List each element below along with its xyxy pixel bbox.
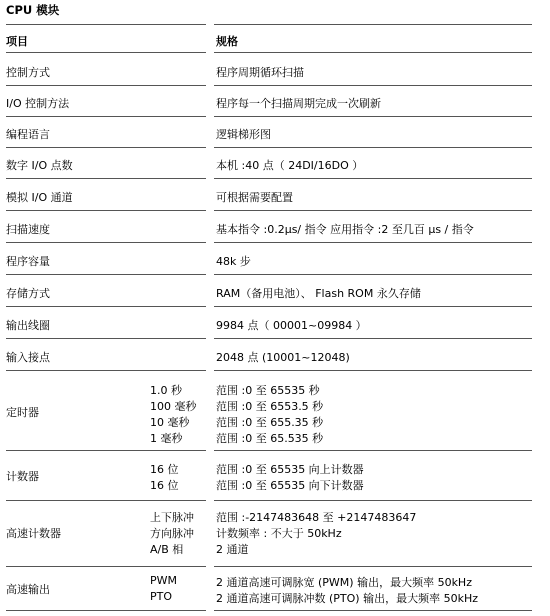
hs-output-spec: 2 通道高速可调脉冲数 (PTO) 输出，最大频率 50kHz — [216, 592, 478, 605]
row-spec: 程序周期循环扫描 — [216, 66, 304, 79]
page-title: CPU 模块 — [6, 3, 60, 17]
row-item: 程序容量 — [6, 255, 50, 268]
hs-counter-item: 高速计数器 — [6, 527, 61, 540]
row-item: 模拟 I/O 通道 — [6, 191, 73, 204]
row-spec: 本机 :40 点（ 24DI/16DO ） — [216, 159, 364, 172]
hs-counter-sub: 上下脉冲 — [150, 511, 194, 524]
hs-counter-sub: A/B 相 — [150, 543, 184, 556]
hs-output-sub: PTO — [150, 590, 173, 603]
timer-spec: 范围 :0 至 655.35 秒 — [216, 416, 324, 429]
row-item: 数字 I/O 点数 — [6, 159, 73, 172]
timer-item: 定时器 — [6, 406, 39, 419]
row-item: 控制方式 — [6, 66, 50, 79]
hs-output-spec: 2 通道高速可调脉宽 (PWM) 输出，最大频率 50kHz — [216, 576, 472, 589]
row-item: 编程语言 — [6, 128, 50, 141]
row-spec: 程序每一个扫描周期完成一次刷新 — [216, 97, 381, 110]
hs-counter-spec: 计数频率 : 不大于 50kHz — [216, 527, 342, 540]
hs-counter-spec: 2 通道 — [216, 543, 249, 556]
row-item: 输出线圈 — [6, 319, 50, 332]
row-spec: 2048 点 (10001~12048) — [216, 351, 350, 364]
timer-spec: 范围 :0 至 6553.5 秒 — [216, 400, 324, 413]
counter-sub: 16 位 — [150, 479, 179, 492]
row-spec: 逻辑梯形图 — [216, 128, 271, 141]
row-spec: RAM（备用电池）、 Flash ROM 永久存储 — [216, 287, 421, 300]
timer-sub: 100 毫秒 — [150, 400, 197, 413]
hs-output-sub: PWM — [150, 574, 178, 587]
counter-sub: 16 位 — [150, 463, 179, 476]
row-item: 存储方式 — [6, 287, 50, 300]
row-item: I/O 控制方法 — [6, 97, 70, 110]
row-spec: 可根据需要配置 — [216, 191, 293, 204]
hs-output-item: 高速输出 — [6, 583, 50, 596]
timer-sub: 10 毫秒 — [150, 416, 190, 429]
header-spec: 规格 — [216, 35, 238, 48]
hs-counter-sub: 方向脉冲 — [150, 527, 194, 540]
timer-sub: 1.0 秒 — [150, 384, 182, 397]
counter-spec: 范围 :0 至 65535 向下计数器 — [216, 479, 364, 492]
row-item: 扫描速度 — [6, 223, 50, 236]
row-spec: 基本指令 :0.2μs/ 指令 应用指令 :2 至几百 μs / 指令 — [216, 223, 474, 236]
timer-spec: 范围 :0 至 65.535 秒 — [216, 432, 324, 445]
counter-item: 计数器 — [6, 470, 39, 483]
timer-sub: 1 毫秒 — [150, 432, 183, 445]
counter-spec: 范围 :0 至 65535 向上计数器 — [216, 463, 364, 476]
row-item: 输入接点 — [6, 351, 50, 364]
header-item: 项目 — [6, 35, 28, 48]
row-spec: 48k 步 — [216, 255, 251, 268]
hs-counter-spec: 范围 :-2147483648 至 +2147483647 — [216, 511, 417, 524]
row-spec: 9984 点（ 00001~09984 ） — [216, 319, 367, 332]
timer-spec: 范围 :0 至 65535 秒 — [216, 384, 320, 397]
